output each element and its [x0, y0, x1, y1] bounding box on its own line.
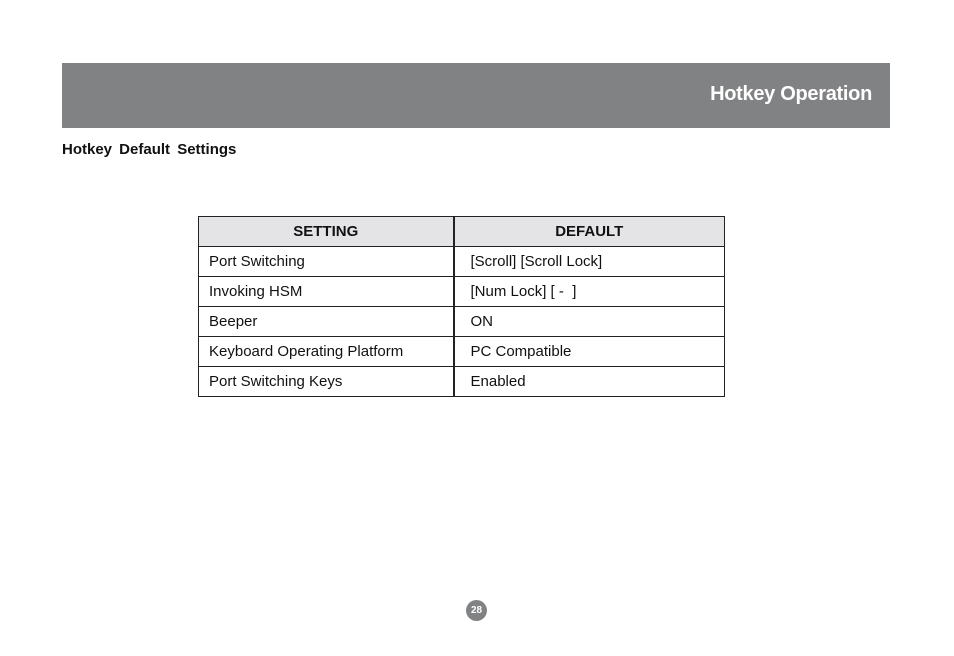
column-header-default: DEFAULT	[454, 217, 725, 247]
page-number-badge: 28	[466, 600, 487, 621]
default-cell: ON	[454, 307, 725, 337]
header-title: Hotkey Operation	[710, 83, 872, 105]
setting-cell: Port Switching Keys	[199, 367, 454, 397]
table-header-row	[199, 217, 725, 247]
default-cell: [Scroll] [Scroll Lock]	[454, 247, 725, 277]
table-row	[199, 367, 725, 397]
hotkey-settings-table	[198, 216, 725, 397]
table-row	[199, 337, 725, 367]
column-header-setting: SETTING	[199, 217, 454, 247]
default-cell: PC Compatible	[454, 337, 725, 367]
table-row	[199, 307, 725, 337]
table-row	[199, 277, 725, 307]
header-bar	[62, 63, 890, 128]
setting-cell: Port Switching	[199, 247, 454, 277]
table-row	[199, 247, 725, 277]
setting-cell: Keyboard Operating Platform	[199, 337, 454, 367]
section-title: Hotkey Default Settings	[62, 141, 237, 158]
default-cell: Enabled	[454, 367, 725, 397]
setting-cell: Invoking HSM	[199, 277, 454, 307]
setting-cell: Beeper	[199, 307, 454, 337]
default-cell: [Num Lock] [ - ]	[454, 277, 725, 307]
